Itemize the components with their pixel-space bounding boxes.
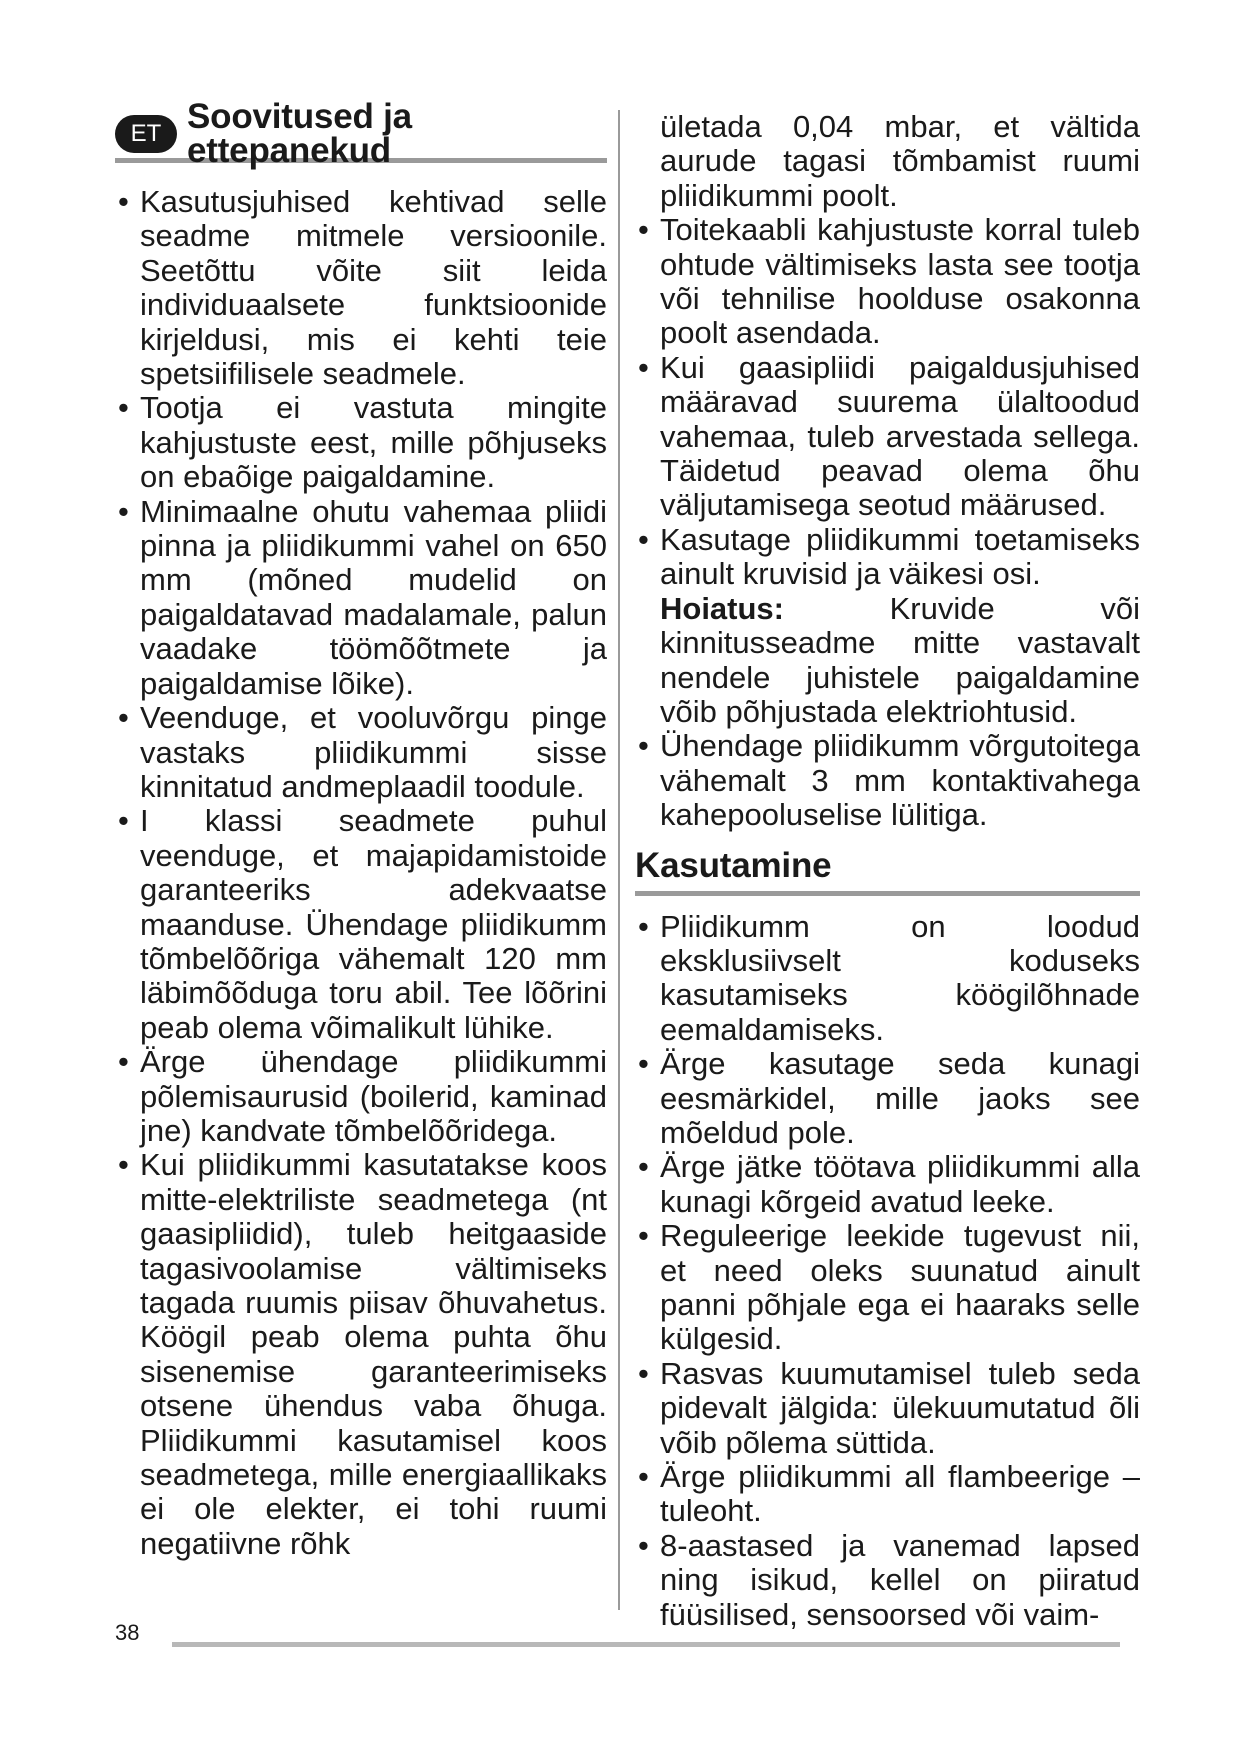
list-item: • 8-aastased ja vanemad lapsed ning isikud, kellel on piiratud füüsilised, sensoorsed või vaim-: [635, 1529, 1140, 1632]
language-badge: ET: [115, 115, 177, 153]
section-header-usage: [635, 843, 1140, 896]
footer-rule: [172, 1642, 1120, 1647]
list-item: • Kui pliidikummi kasutatakse koos mitte-elektriliste seadmetega (nt gaasipliidid), tuleb heitgaaside tagasivoolamise vältimiseks tagada ruumis piisav õhuvahetus. Köögil peab olema puhta õhu sisenemise garanteerimiseks otsene ühendus vaba õhuga. Pliidikummi kasutamisel koos seadmetega, mille energiaallikaks ei ole elekter, ei tohi ruumi negatiivne rõhk: [115, 1148, 607, 1561]
section-title-recommendations: Soovitused ja ettepanekud: [187, 96, 412, 170]
left-column: [115, 96, 607, 1561]
list-item: • Ärge pliidikummi all flambeerige – tuleoht.: [635, 1460, 1140, 1529]
continued-text: ületada 0,04 mbar, et vältida aurude tagasi tõmbamist ruumi pliidikummi poolt.: [660, 109, 1140, 213]
list-item: • Toitekaabli kahjustuste korral tuleb ohtude vältimiseks lasta see tootja või tehnilise hoolduse osakonna poolt asendada.: [635, 213, 1140, 351]
list-item: • Ühendage pliidikumm võrgutoitega vähemalt 3 mm kontaktivahega kahepooluselise lülitiga.: [635, 729, 1140, 832]
right-column: [635, 110, 1140, 1632]
page-number: 38: [115, 1620, 140, 1645]
list-item: • Rasvas kuumutamisel tuleb seda pidevalt jälgida: ülekuumutatud õli võib põlema süttida.: [635, 1357, 1140, 1460]
section-header-recommendations: [115, 96, 607, 170]
section-title-usage: Kasutamine: [635, 846, 832, 886]
warning-paragraph: [635, 592, 1140, 730]
list-item: • Reguleerige leekide tugevust nii, et need oleks suunatud ainult panni põhjale ega ei haaraks selle külgesid.: [635, 1219, 1140, 1357]
list-item: • Kasutusjuhised kehtivad selle seadme mitmele versioonile. Seetõttu võite siit leida individuaalsete funktsioonide kirjeldusi, mis ei kehti teie spetsiifilisele seadmele.: [115, 185, 607, 391]
list-item: • Kasutage pliidikummi toetamiseks ainult kruvisid ja väikesi osi.: [635, 523, 1140, 592]
usage-list: [635, 910, 1140, 1633]
recommendations-list-end: [635, 729, 1140, 832]
list-item: • Veenduge, et vooluvõrgu pinge vastaks pliidikummi sisse kinnitatud andmeplaadil toodule.: [115, 701, 607, 804]
recommendations-list: [115, 185, 607, 1561]
warning-label: Hoiatus:: [660, 590, 784, 626]
list-item: • Ärge ühendage pliidikummi põlemisaurusid (boilerid, kaminad jne) kandvate tõmbelõõridega.: [115, 1045, 607, 1148]
list-item: • Ärge kasutage seda kunagi eesmärkidel, mille jaoks see mõeldud pole.: [635, 1047, 1140, 1150]
list-item: • I klassi seadmete puhul veenduge, et majapidamistoide garanteeriks adekvaatse maanduse. Ühendage pliidikumm tõmbelõõriga vähemalt 120 mm läbimõõduga toru abil. Tee lõõrini peab olema võimalikult lühike.: [115, 804, 607, 1045]
list-item: • Minimaalne ohutu vahemaa pliidi pinna ja pliidikummi vahel on 650 mm (mõned mudelid on paigaldatavad madalamale, palun vaadake töömõõtmete ja paigaldamise lõike).: [115, 495, 607, 701]
column-divider: [618, 110, 620, 1610]
list-item: • Tootja ei vastuta mingite kahjustuste eest, mille põhjuseks on ebaõige paigaldamine.: [115, 391, 607, 494]
list-item: • Ärge jätke töötava pliidikummi alla kunagi kõrgeid avatud leeke.: [635, 1150, 1140, 1219]
warning-text: Kruvide või kinnitusseadme mitte vastavalt nendele juhistele paigaldamine võib põhjustada elektriohtusid.: [660, 590, 1140, 729]
list-item: • Kui gaasipliidi paigaldusjuhised määravad suurema ülaltoodud vahemaa, tuleb arvestada sellega. Täidetud peavad olema õhu väljutamisega seotud määrused.: [635, 351, 1140, 523]
recommendations-list-continued: [635, 213, 1140, 591]
list-item: • Pliidikumm on loodud eksklusiivselt koduseks kasutamiseks köögilõhnade eemaldamiseks.: [635, 910, 1140, 1048]
